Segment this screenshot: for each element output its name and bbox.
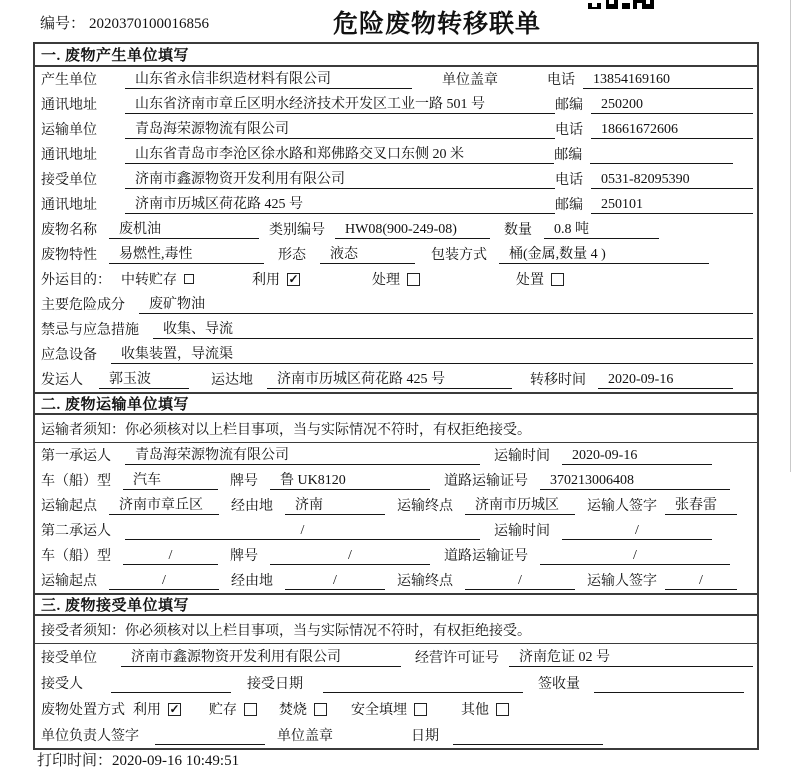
waste-property-label: 废物特性 bbox=[41, 248, 97, 263]
checkbox-dispose-label: 处置 bbox=[516, 273, 544, 288]
postcode-label: 邮编 bbox=[554, 148, 583, 163]
print-time bbox=[37, 749, 239, 768]
plate-number-label: 牌号 bbox=[230, 474, 258, 489]
received-quantity-value bbox=[594, 676, 744, 693]
checkbox-other-label: 其他 bbox=[461, 703, 489, 718]
producer-address-row bbox=[35, 92, 757, 117]
carrier-signature-value: 张春雷 bbox=[665, 494, 737, 515]
checkbox-utilize: ✓ bbox=[288, 272, 299, 286]
checkbox-transfer-storage-label: 中转贮存 bbox=[121, 273, 177, 288]
checkbox-utilize-label: 利用 bbox=[252, 273, 280, 288]
producer-unit-row bbox=[35, 67, 757, 92]
transporter-unit-value: 青岛海荣源物流有限公司 bbox=[125, 118, 555, 139]
hazard-component-label: 主要危险成分 bbox=[41, 298, 125, 313]
receive-unit-value: 济南市鑫源物资开发利用有限公司 bbox=[121, 646, 401, 667]
checkbox-utilize-2: ✓ bbox=[169, 702, 180, 716]
road-permit-label: 道路运输证号 bbox=[444, 474, 528, 489]
form-code-value: 2020370100016856 bbox=[89, 16, 210, 32]
phone-label: 电话 bbox=[554, 123, 583, 138]
route-end-2-label: 运输终点 bbox=[397, 574, 453, 589]
signature-row bbox=[35, 722, 757, 748]
checkbox-transfer-storage bbox=[184, 274, 194, 284]
plate-number-2-label: 牌号 bbox=[230, 549, 258, 564]
disposal-method-label: 废物处置方式 bbox=[41, 703, 125, 718]
shipper-value: 郭玉波 bbox=[99, 368, 189, 389]
vehicle-type-label: 车（船）型 bbox=[41, 474, 111, 489]
checkbox-treat-group bbox=[372, 269, 420, 289]
checkbox-storage-label: 贮存 bbox=[209, 703, 237, 718]
checkbox-landfill-group bbox=[351, 699, 427, 719]
receiver-postcode-value: 250101 bbox=[591, 197, 753, 214]
checkbox-treat bbox=[407, 273, 420, 286]
route-end-label: 运输终点 bbox=[397, 499, 453, 514]
waste-name-value: 废机油 bbox=[109, 218, 259, 239]
section-header-2: 二. 废物运输单位填写 bbox=[35, 392, 757, 415]
category-code-value: HW08(900-249-08) bbox=[335, 222, 490, 239]
transfer-date-value: 2020-09-16 bbox=[598, 372, 733, 389]
checkbox-storage-group bbox=[209, 699, 257, 719]
form-state-label: 形态 bbox=[278, 248, 306, 263]
form-code-label: 编号： bbox=[40, 16, 86, 32]
first-carrier-value: 青岛海荣源物流有限公司 bbox=[125, 444, 480, 465]
vehicle-row-2 bbox=[35, 543, 757, 568]
road-permit-value: 370213006408 bbox=[540, 473, 730, 490]
waste-name-label: 废物名称 bbox=[41, 223, 97, 238]
receiver-person-value bbox=[111, 676, 231, 693]
checkbox-incinerate-group bbox=[279, 699, 327, 719]
receive-date-label: 接受日期 bbox=[247, 677, 303, 692]
quantity-value: 0.8 吨 bbox=[544, 218, 659, 239]
receiver-unit-label: 接受单位 bbox=[41, 173, 97, 188]
checkbox-storage bbox=[244, 703, 257, 716]
receiver-phone-value: 0531-82095390 bbox=[591, 172, 753, 189]
hazard-component-value: 废矿物油 bbox=[139, 293, 753, 314]
checkbox-incinerate bbox=[314, 703, 327, 716]
waste-property-row bbox=[35, 242, 757, 267]
transport-date-2-label: 运输时间 bbox=[494, 524, 550, 539]
packaging-value: 桶(金属,数量 4 ) bbox=[499, 243, 709, 264]
waste-property-value: 易燃性,毒性 bbox=[109, 243, 264, 264]
transfer-date-label: 转移时间 bbox=[530, 373, 586, 388]
transporter-postcode-value bbox=[590, 147, 733, 164]
transporter-notice-row bbox=[35, 415, 757, 443]
transporter-address-value: 山东省青岛市李沧区徐水路和郑佛路交叉口东侧 20 米 bbox=[125, 143, 554, 164]
responsible-signature-label: 单位负责人签字 bbox=[41, 729, 139, 744]
form-box bbox=[33, 42, 759, 750]
section-header-3: 三. 废物接受单位填写 bbox=[35, 593, 757, 616]
producer-phone-value: 13854169160 bbox=[583, 72, 753, 89]
hazard-component-row bbox=[35, 292, 757, 317]
producer-unit-value: 山东省永信非织造材料有限公司 bbox=[125, 68, 412, 89]
transfer-purpose-row bbox=[35, 267, 757, 292]
first-carrier-label: 第一承运人 bbox=[41, 449, 111, 464]
second-carrier-label: 第二承运人 bbox=[41, 524, 111, 539]
checkbox-incinerate-label: 焚烧 bbox=[279, 703, 307, 718]
vehicle-type-value: 汽车 bbox=[123, 469, 218, 490]
producer-address-value: 山东省济南市章丘区明水经济技术开发区工业一路 501 号 bbox=[125, 93, 555, 114]
license-number-value: 济南危证 02 号 bbox=[509, 646, 753, 667]
emergency-equipment-value: 收集装置，导流渠 bbox=[111, 343, 753, 364]
license-number-label: 经营许可证号 bbox=[415, 651, 499, 666]
postcode-label: 邮编 bbox=[554, 198, 583, 213]
receive-unit-label: 接受单位 bbox=[41, 651, 97, 666]
checkbox-utilize-2-label: 利用 bbox=[133, 703, 161, 718]
transporter-notice-text: 运输者须知：你必须核对以上栏目事项，当与实际情况不符时，有权拒绝接受。 bbox=[41, 423, 531, 438]
destination-label: 运达地 bbox=[211, 373, 253, 388]
road-permit-2-label: 道路运输证号 bbox=[444, 549, 528, 564]
route-via-2-label: 经由地 bbox=[231, 574, 273, 589]
phone-label: 电话 bbox=[547, 73, 575, 88]
receive-unit-row bbox=[35, 644, 757, 670]
postcode-label: 邮编 bbox=[554, 98, 583, 113]
route-via-label: 经由地 bbox=[231, 499, 273, 514]
unit-seal-label: 单位盖章 bbox=[442, 73, 498, 88]
receiver-person-label: 接受人 bbox=[41, 677, 83, 692]
transporter-unit-row bbox=[35, 117, 757, 142]
route-end-2-value: / bbox=[465, 573, 575, 590]
route-via-2-value: / bbox=[285, 573, 385, 590]
receiver-person-row bbox=[35, 670, 757, 696]
transfer-purpose-label: 外运目的： bbox=[41, 273, 111, 288]
checkbox-dispose bbox=[551, 273, 564, 286]
carrier-signature-2-value: / bbox=[665, 573, 737, 590]
receiver-unit-row bbox=[35, 167, 757, 192]
checkbox-utilize-2-group bbox=[133, 699, 181, 719]
received-quantity-label: 签收量 bbox=[538, 677, 580, 692]
route-row-2 bbox=[35, 568, 757, 593]
page-title: 危险废物转移联单 bbox=[333, 11, 542, 38]
emergency-measures-label: 禁忌与应急措施 bbox=[41, 323, 139, 338]
checkbox-transfer-storage-group bbox=[121, 269, 194, 289]
shipper-label: 发运人 bbox=[41, 373, 83, 388]
phone-label: 电话 bbox=[554, 173, 583, 188]
producer-postcode-value: 250200 bbox=[591, 97, 753, 114]
route-start-label: 运输起点 bbox=[41, 499, 97, 514]
date-label: 日期 bbox=[411, 729, 439, 744]
category-code-label: 类别编号 bbox=[269, 223, 325, 238]
print-time-label: 打印时间： bbox=[37, 753, 113, 768]
receive-date-value bbox=[323, 676, 523, 693]
checkbox-other bbox=[496, 703, 509, 716]
receiver-notice-text: 接受者须知：你必须核对以上栏目事项，当与实际情况不符时，有权拒绝接受。 bbox=[41, 624, 531, 639]
vehicle-type-2-label: 车（船）型 bbox=[41, 549, 111, 564]
first-carrier-row bbox=[35, 443, 757, 468]
packaging-label: 包装方式 bbox=[431, 248, 487, 263]
receiver-address-row bbox=[35, 192, 757, 217]
emergency-equipment-label: 应急设备 bbox=[41, 348, 97, 363]
checkbox-treat-label: 处理 bbox=[372, 273, 400, 288]
producer-unit-label: 产生单位 bbox=[41, 73, 97, 88]
second-carrier-row bbox=[35, 518, 757, 543]
plate-number-value: 鲁 UK8120 bbox=[270, 469, 430, 490]
route-start-2-value: / bbox=[109, 573, 219, 590]
route-start-value: 济南市章丘区 bbox=[109, 494, 219, 515]
address-label: 通讯地址 bbox=[41, 148, 97, 163]
emergency-measures-value: 收集、导流 bbox=[153, 318, 753, 339]
transporter-address-row bbox=[35, 142, 757, 167]
form-state-value: 液态 bbox=[320, 243, 415, 264]
receiver-notice-row bbox=[35, 616, 757, 644]
qr-code-fragment bbox=[588, 0, 654, 10]
transporter-unit-label: 运输单位 bbox=[41, 123, 97, 138]
road-permit-2-value: / bbox=[540, 548, 730, 565]
receiver-address-value: 济南市历城区荷花路 425 号 bbox=[125, 193, 555, 214]
emergency-equipment-row bbox=[35, 342, 757, 367]
route-row-1 bbox=[35, 493, 757, 518]
shipper-row bbox=[35, 367, 757, 392]
checkbox-landfill bbox=[414, 703, 427, 716]
checkbox-dispose-group bbox=[516, 269, 564, 289]
page-edge-line bbox=[790, 0, 791, 472]
transporter-phone-value: 18661672606 bbox=[591, 122, 753, 139]
route-via-value: 济南 bbox=[285, 494, 385, 515]
carrier-signature-2-label: 运输人签字 bbox=[587, 574, 657, 589]
plate-number-2-value: / bbox=[270, 548, 430, 565]
waste-name-row bbox=[35, 217, 757, 242]
transport-date-value: 2020-09-16 bbox=[562, 448, 712, 465]
print-time-value: 2020-09-16 10:49:51 bbox=[112, 753, 240, 768]
emergency-measures-row bbox=[35, 317, 757, 342]
transport-date-label: 运输时间 bbox=[494, 449, 550, 464]
second-carrier-value: / bbox=[125, 523, 480, 540]
vehicle-row-1 bbox=[35, 468, 757, 493]
checkbox-utilize-group bbox=[252, 269, 300, 289]
checkbox-landfill-label: 安全填埋 bbox=[351, 703, 407, 718]
address-label: 通讯地址 bbox=[41, 198, 97, 213]
transport-date-2-value: / bbox=[562, 523, 712, 540]
route-start-2-label: 运输起点 bbox=[41, 574, 97, 589]
unit-seal-2-label: 单位盖章 bbox=[277, 729, 333, 744]
destination-value: 济南市历城区荷花路 425 号 bbox=[267, 368, 512, 389]
route-end-value: 济南市历城区 bbox=[465, 494, 575, 515]
receiver-unit-value: 济南市鑫源物资开发利用有限公司 bbox=[125, 168, 555, 189]
form-code bbox=[40, 12, 209, 33]
responsible-signature-value bbox=[155, 728, 265, 745]
checkbox-other-group bbox=[461, 699, 509, 719]
quantity-label: 数量 bbox=[504, 223, 532, 238]
section-header-1: 一. 废物产生单位填写 bbox=[35, 44, 757, 67]
address-label: 通讯地址 bbox=[41, 98, 97, 113]
carrier-signature-label: 运输人签字 bbox=[587, 499, 657, 514]
date-value bbox=[453, 728, 603, 745]
vehicle-type-2-value: / bbox=[123, 548, 218, 565]
disposal-method-row bbox=[35, 696, 757, 722]
